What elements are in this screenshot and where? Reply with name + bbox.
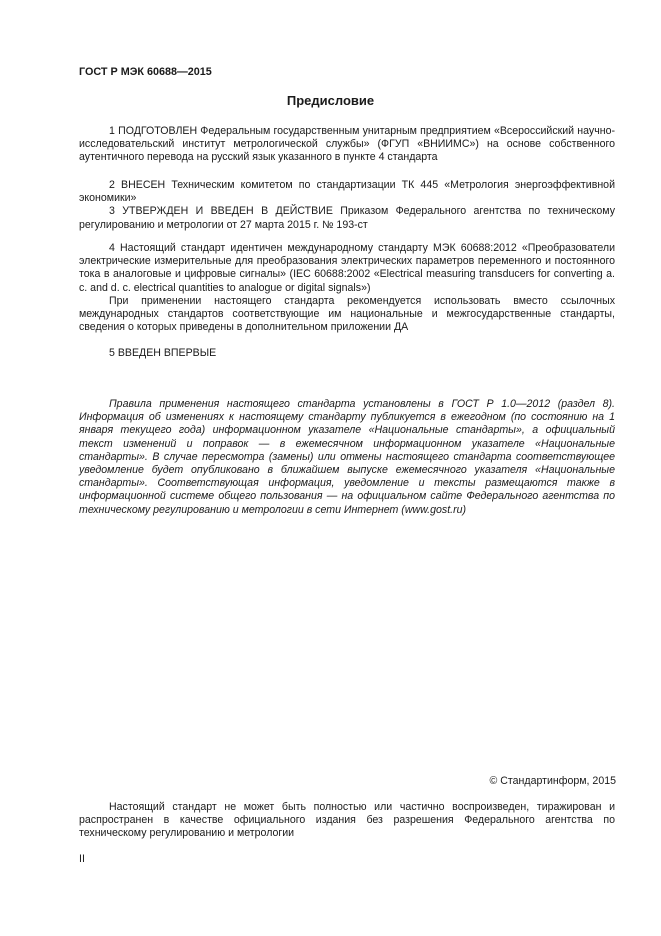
item-1-block xyxy=(79,125,615,165)
notice-block xyxy=(79,398,615,517)
reproduction-notice: Настоящий стандарт не может быть полностью или частично воспроизведен, тиражирован и распространен в качестве официального издания без разрешения Федерального агентства по техническому регулированию и метрологии xyxy=(79,801,615,840)
item-4-block xyxy=(79,242,615,334)
items-2-3-block xyxy=(79,179,615,232)
item-5-text: 5 ВВЕДЕН ВПЕРВЫЕ xyxy=(109,347,217,359)
page-title: Предисловие xyxy=(286,93,375,108)
page-number: II xyxy=(79,853,85,865)
copyright: © Стандартинформ, 2015 xyxy=(489,775,616,787)
references-note: При применении настоящего стандарта рекомендуется использовать вместо ссылочных международных стандартов соответствующие им национальные и межгосударственные стандарты, сведения о которых приведены в дополнительном приложении ДА xyxy=(79,294,615,334)
document-id: ГОСТ Р МЭК 60688—2015 xyxy=(79,66,212,78)
reproduction-block xyxy=(79,801,615,841)
item-1-text: 1 ПОДГОТОВЛЕН Федеральным государственным унитарным предприятием «Всероссийский научно-исследовательский институт метрологической службы» (ФГУП «ВНИИМС») на основе собственного аутентичного перевода на русский язык указанного в пункте 4 стандарта xyxy=(79,125,615,164)
application-rules-notice: Правила применения настоящего стандарта установлены в ГОСТ Р 1.0—2012 (раздел 8). Информация об изменениях к настоящему стандарту публикуется в ежегодном (по состоянию на 1 января текущего года) информационном указателе «Национальные стандарты», а официальный текст изменений и поправок — в ежемесячном информационном указателе «Национальные стандарты». В случае пересмотра (замены) или отмены настоящего стандарта соответствующее уведомление будет опубликовано в ближайшем выпуске ежемесячного указателя «Национальные стандарты». Соответствующая информация, уведомление и тексты размещаются также в информационной системе общего пользования — на официальном сайте Федерального агентства по техническому регулированию и метрологии в сети Интернет (www.gost.ru) xyxy=(79,398,615,516)
item-2-text: 2 ВНЕСЕН Техническим комитетом по стандартизации ТК 445 «Метрология энергоэффективной экономики» xyxy=(79,179,615,205)
item-5-block xyxy=(79,347,615,360)
item-4-text: 4 Настоящий стандарт идентичен международному стандарту МЭК 60688:2012 «Преобразователи электрические измерительные для преобразования электрических параметров переменного и постоянного тока в аналоговые и цифровые сигналы» (IEC 60688:2002 «Electrical measuring transducers for converting a. c. and d. c. electrical quantities to analogue or digital signals») xyxy=(79,242,615,294)
item-3-text: 3 УТВЕРЖДЕН И ВВЕДЕН В ДЕЙСТВИЕ Приказом Федерального агентства по техническому регулированию и метрологии от 27 марта 2015 г. № 193-ст xyxy=(79,205,615,231)
